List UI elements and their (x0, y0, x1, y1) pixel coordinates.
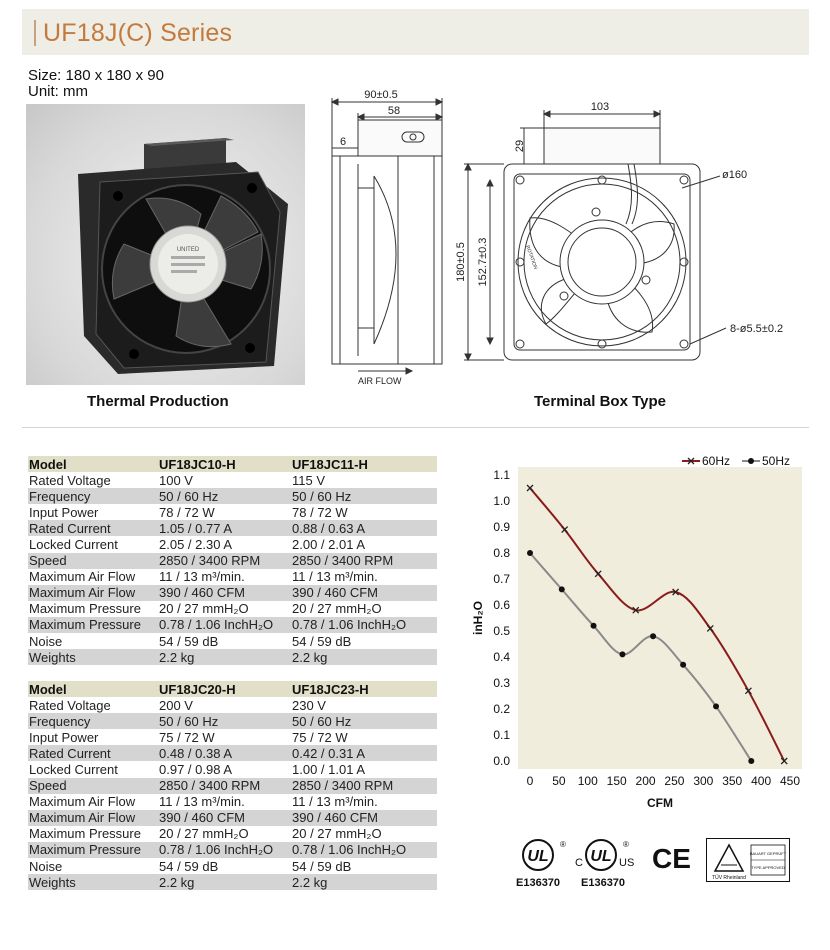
row-label: Speed (28, 778, 158, 794)
table-row (28, 761, 437, 777)
data-point-50Hz (713, 703, 719, 709)
table-row (28, 794, 437, 810)
y-tick-label: 0.9 (493, 520, 510, 534)
side-dim-small: 6 (340, 136, 347, 148)
table-row (28, 520, 437, 536)
row-label: Rated Current (28, 745, 158, 761)
row-value: 390 / 460 CFM (158, 585, 291, 601)
table-row (28, 504, 437, 520)
side-dim-inner: 58 (387, 105, 401, 117)
row-label: Rated Voltage (29, 697, 111, 713)
row-value: 230 V (292, 697, 326, 713)
cul-logo-icon (573, 838, 653, 874)
x-tick-label: 250 (664, 774, 685, 788)
ul-logo-icon (516, 838, 568, 874)
row-value: 200 V (159, 697, 193, 713)
row-value: 54 / 59 dB (159, 858, 219, 874)
row-value: 390 / 460 CFM (291, 810, 437, 826)
row-value: 54 / 59 dB (159, 633, 219, 649)
cul-mark (573, 838, 653, 889)
row-label: Noise (29, 633, 63, 649)
table-row (28, 842, 437, 858)
front-dim-holes: 8-ø5.5±0.2 (730, 323, 784, 335)
product-photo (26, 104, 305, 385)
front-view-drawing (450, 96, 790, 376)
tuv-rheinland-text: TÜV Rheinland (712, 875, 746, 881)
row-label: Maximum Pressure (28, 617, 158, 633)
row-value: 115 V (292, 472, 326, 488)
row-value: 100 V (159, 472, 193, 488)
x-tick-label: 400 (751, 774, 772, 788)
row-label: Maximum Air Flow (29, 569, 136, 585)
table-row (28, 569, 437, 585)
table-row (28, 488, 437, 504)
row-value: 2.05 / 2.30 A (159, 537, 233, 553)
row-value: 11 / 13 m³/min. (159, 794, 245, 810)
plot-background (518, 467, 802, 769)
y-tick-label: 0.5 (493, 624, 510, 638)
row-value: 50 / 60 Hz (158, 713, 291, 729)
svg-text:®: ® (560, 840, 566, 849)
ul-mark (516, 838, 568, 889)
y-tick-label: 0.4 (493, 650, 510, 664)
y-tick-label: 0.0 (493, 754, 510, 768)
table-row (28, 729, 437, 745)
row-value: 11 / 13 m³/min. (292, 794, 378, 810)
header-accent-bar (34, 20, 36, 46)
pq-chart (460, 445, 810, 825)
y-tick-label: 0.3 (493, 676, 510, 690)
ul-number: E136370 (516, 877, 561, 889)
data-point-50Hz (559, 586, 565, 592)
x-tick-label: 150 (606, 774, 627, 788)
table-header-row (28, 456, 437, 472)
data-point-50Hz (748, 758, 754, 764)
legend-label: 50Hz (762, 454, 791, 468)
row-label: Locked Current (29, 762, 118, 778)
x-tick-label: 100 (577, 774, 598, 788)
row-value: 54 / 59 dB (292, 858, 352, 874)
row-value: 50 / 60 Hz (291, 488, 437, 504)
y-tick-label: 0.8 (493, 546, 510, 560)
x-tick-label: 300 (693, 774, 714, 788)
fan-photo-illustration (26, 104, 305, 385)
side-view-drawing (318, 88, 453, 388)
row-value: 2.2 kg (291, 874, 437, 890)
row-label: Input Power (29, 504, 99, 520)
size-info (28, 68, 164, 100)
row-value: 2850 / 3400 RPM (291, 553, 437, 569)
row-value: 78 / 72 W (292, 504, 348, 520)
row-label: Maximum Pressure (29, 826, 141, 842)
row-value: 0.78 / 1.06 InchH₂O (291, 842, 437, 858)
row-value: 390 / 460 CFM (291, 585, 437, 601)
row-value: 11 / 13 m³/min. (292, 569, 378, 585)
row-label: Maximum Pressure (28, 842, 158, 858)
spec-table-2-body (28, 681, 437, 890)
row-value: 20 / 27 mmH₂O (292, 601, 382, 617)
row-label: Weights (28, 874, 158, 890)
row-value: 2.2 kg (291, 649, 437, 665)
row-value: 2850 / 3400 RPM (158, 778, 291, 794)
tuv-box-line2: TYPE APPROVED (751, 865, 785, 870)
side-dim-total: 90±0.5 (364, 89, 398, 101)
svg-text:®: ® (623, 840, 629, 849)
y-tick-label: 0.6 (493, 598, 510, 612)
row-value: 50 / 60 Hz (291, 713, 437, 729)
row-value: 0.78 / 1.06 InchH₂O (291, 617, 437, 633)
row-value: 0.78 / 1.06 InchH₂O (158, 617, 291, 633)
header-cell: UF18JC23-H (291, 681, 437, 697)
cul-us-mark: US (619, 857, 635, 869)
table-row (28, 472, 437, 488)
table-row (28, 810, 437, 826)
table-row (28, 826, 437, 842)
page-header (22, 9, 809, 55)
legend-marker-50Hz (748, 458, 754, 464)
page-title: UF18J(C) Series (43, 19, 233, 47)
spec-table-1 (28, 456, 437, 665)
x-tick-label: 200 (635, 774, 656, 788)
row-value: 390 / 460 CFM (158, 810, 291, 826)
section-divider (22, 427, 809, 428)
row-label: Maximum Air Flow (28, 810, 158, 826)
row-label: Frequency (28, 488, 158, 504)
table-row (28, 697, 437, 713)
row-label: Maximum Pressure (29, 601, 141, 617)
table-row (28, 536, 437, 552)
table-row (28, 858, 437, 874)
cul-number: E136370 (581, 877, 626, 889)
svg-text:UL: UL (527, 848, 549, 865)
front-dim-circle: ø160 (722, 169, 748, 181)
row-value: 20 / 27 mmH₂O (159, 826, 249, 842)
y-axis-label: inH₂O (471, 601, 485, 635)
table-row (28, 874, 437, 890)
row-label: Speed (28, 553, 158, 569)
ce-mark: CE (652, 843, 691, 874)
row-value: 0.88 / 0.63 A (291, 520, 437, 536)
size-line: Size: 180 x 180 x 90 (28, 67, 164, 84)
row-value: 0.97 / 0.98 A (159, 762, 233, 778)
x-axis-label: CFM (647, 796, 673, 810)
spec-table-2 (28, 681, 437, 890)
caption-terminal-box-type: Terminal Box Type (534, 393, 666, 410)
pq-chart-svg (460, 445, 810, 825)
row-value: 2850 / 3400 RPM (291, 778, 437, 794)
photo-hub-label: UNITED (176, 247, 200, 253)
row-value: 75 / 72 W (159, 729, 215, 745)
caption-thermal-production: Thermal Production (87, 393, 229, 410)
unit-line: Unit: mm (28, 83, 88, 100)
header-cell: UF18JC11-H (291, 456, 437, 472)
row-label: Frequency (28, 713, 158, 729)
row-label: Rated Current (28, 520, 158, 536)
row-label: Weights (28, 649, 158, 665)
row-label: Input Power (29, 729, 99, 745)
tuv-box-line1: BAUART GEPRÜFT (749, 851, 787, 856)
header-cell: Model (28, 456, 158, 472)
data-point-50Hz (619, 651, 625, 657)
row-value: 20 / 27 mmH₂O (159, 601, 249, 617)
y-tick-label: 0.1 (493, 728, 510, 742)
front-rotation-label: ROTATION (524, 244, 539, 271)
row-label: Noise (29, 858, 63, 874)
row-value: 0.78 / 1.06 InchH₂O (158, 842, 291, 858)
data-point-50Hz (591, 623, 597, 629)
row-value: 50 / 60 Hz (158, 488, 291, 504)
header-cell: UF18JC10-H (158, 456, 291, 472)
row-value: 54 / 59 dB (292, 633, 352, 649)
tuv-mark (706, 838, 790, 882)
y-tick-label: 0.2 (493, 702, 510, 716)
table-row (28, 778, 437, 794)
table-row (28, 553, 437, 569)
cul-c-mark: C (575, 857, 583, 869)
row-value: 0.42 / 0.31 A (291, 745, 437, 761)
spec-table-1-body (28, 456, 437, 665)
table-row (28, 713, 437, 729)
data-point-50Hz (650, 633, 656, 639)
front-dim-height: 180±0.5 (455, 242, 467, 282)
x-tick-label: 450 (779, 774, 801, 788)
row-value: 78 / 72 W (159, 504, 215, 520)
table-row (28, 585, 437, 601)
row-value: 20 / 27 mmH₂O (292, 826, 382, 842)
front-dim-box: 103 (590, 101, 610, 113)
row-value: 2850 / 3400 RPM (158, 553, 291, 569)
data-point-50Hz (680, 662, 686, 668)
y-tick-label: 1.0 (493, 494, 510, 508)
row-label: Rated Voltage (29, 472, 111, 488)
row-value: 1.00 / 1.01 A (292, 762, 366, 778)
header-cell: Model (28, 681, 158, 697)
row-value: 0.48 / 0.38 A (158, 745, 291, 761)
row-label: Maximum Air Flow (28, 585, 158, 601)
row-label: Locked Current (29, 537, 118, 553)
side-airflow-label: AIR FLOW (358, 376, 402, 386)
tuv-logo-icon (707, 839, 789, 881)
x-tick-label: 50 (552, 774, 566, 788)
table-row (28, 633, 437, 649)
table-row (28, 745, 437, 761)
x-tick-label: 0 (526, 774, 534, 788)
data-point-50Hz (527, 550, 533, 556)
table-row (28, 649, 437, 665)
row-value: 75 / 72 W (292, 729, 348, 745)
header-cell: UF18JC20-H (158, 681, 291, 697)
legend-label: 60Hz (702, 454, 731, 468)
y-tick-label: 1.1 (493, 468, 510, 482)
svg-text:UL: UL (590, 848, 612, 865)
table-row (28, 617, 437, 633)
table-row (28, 601, 437, 617)
table-header-row (28, 681, 437, 697)
row-value: 11 / 13 m³/min. (159, 569, 245, 585)
front-dim-hole-pitch: 152.7±0.3 (477, 237, 489, 287)
row-value: 2.2 kg (158, 874, 291, 890)
row-value: 2.00 / 2.01 A (292, 537, 366, 553)
front-dim-box-h: 29 (514, 139, 526, 153)
row-value: 1.05 / 0.77 A (158, 520, 291, 536)
y-tick-label: 0.7 (493, 572, 510, 586)
x-tick-label: 350 (722, 774, 743, 788)
row-label: Maximum Air Flow (29, 794, 136, 810)
row-value: 2.2 kg (158, 649, 291, 665)
